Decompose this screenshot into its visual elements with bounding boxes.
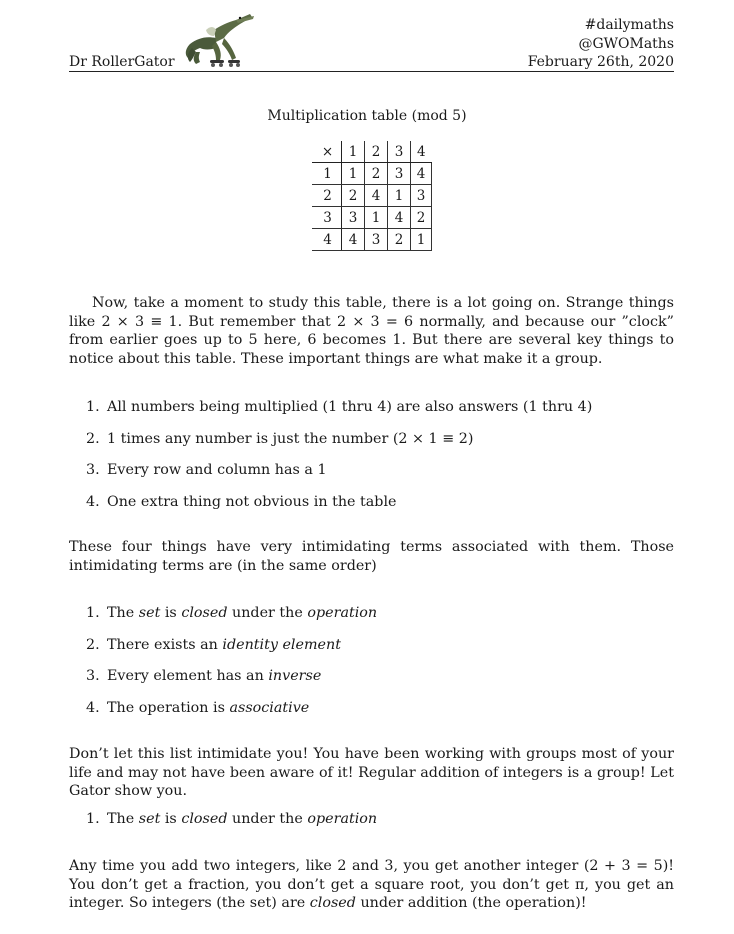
paragraph-reassure: Don’t let this list intimidate you! You have been working with groups most of your life and may not have been aware of it! Regular addition of integers is a group! Let Gator show you.: [69, 746, 674, 800]
text-span: Any time you add two integers, like 2 and 3, you get another integer: [69, 858, 579, 874]
list-item: 3. Every row and column has a 1: [86, 462, 327, 478]
list-item: 4. One extra thing not obvious in the table: [86, 493, 397, 510]
table-cell: 3: [365, 229, 388, 251]
table-cell: ×: [312, 141, 342, 163]
table-cell: 2: [365, 163, 388, 185]
table-cell: 3: [388, 141, 411, 163]
table-row: [312, 229, 432, 251]
table-cell: 2: [365, 141, 388, 163]
table-cell: 3: [388, 163, 411, 185]
list-item: 1. All numbers being multiplied (1 thru 4) are also answers (1 thru 4): [86, 399, 593, 415]
table-row: [312, 163, 432, 185]
table-cell: 2: [342, 185, 365, 207]
table-cell: 2: [388, 229, 411, 251]
table-cell: 4: [342, 229, 365, 251]
paragraph-terms: These four things have very intimidating terms associated with them. Those intimidating terms are (in the same order): [69, 539, 674, 574]
text-span: But remember that: [188, 313, 331, 330]
table-cell: 1: [312, 163, 342, 185]
table-cell: 1: [342, 163, 365, 185]
gator-logo-icon: [176, 8, 256, 70]
table-cell: 1: [342, 141, 365, 163]
hashtag: #dailymaths: [584, 17, 674, 33]
table-cell: 3: [312, 207, 342, 229]
math-inline: 2 × 3 ≡ 1.: [101, 313, 183, 330]
table-cell: 1: [365, 207, 388, 229]
author-name: Dr RollerGator: [69, 54, 175, 70]
table-cell: 4: [411, 163, 432, 185]
math-inline: 2 × 3 = 6: [337, 313, 414, 330]
list-item: 2. There exists an identity element: [86, 636, 341, 653]
paragraph-intro: [69, 294, 674, 368]
table-cell: 2: [411, 207, 432, 229]
text-italic: closed: [309, 895, 356, 912]
list-item: 4. The operation is associative: [86, 699, 310, 716]
table-caption: Multiplication table (mod 5): [267, 108, 467, 124]
header-meta: [528, 16, 674, 72]
paragraph-closure: [69, 857, 674, 913]
list-item: 3. Every element has an inverse: [86, 668, 322, 684]
table-cell: 4: [411, 141, 432, 163]
table-cell: 4: [388, 207, 411, 229]
text-span: You don’t get a fraction, you don’t get a square root, you don’t get π, you get an integer. So integers (the set) are: [69, 876, 674, 912]
list-item: 1. The set is closed under the operation: [86, 811, 378, 827]
table-row: [312, 207, 432, 229]
date: February 26th, 2020: [527, 54, 674, 70]
table-cell: 4: [312, 229, 342, 251]
header-rule: [69, 71, 674, 72]
table-cell: 1: [411, 229, 432, 251]
text-span: normally, and because our ”clock” from earlier goes up to 5 here, 6 becomes 1. But there are several key things to notice about this table. These important things are what make it a group.: [69, 313, 674, 367]
multiplication-table: [312, 141, 432, 251]
math-inline: (2 + 3 = 5)!: [583, 858, 675, 874]
table-cell: 3: [342, 207, 365, 229]
table-cell: 4: [365, 185, 388, 207]
list-item: 2. 1 times any number is just the number (2 × 1 ≡ 2): [86, 430, 474, 447]
table-header-row: [312, 141, 432, 163]
table-cell: 2: [312, 185, 342, 207]
text-span: Now, take a moment to study this table, there is a lot going on. Strange things like: [69, 295, 674, 330]
table-cell: 1: [388, 185, 411, 207]
text-span: under addition (the operation)!: [360, 895, 587, 912]
list-item: 1. The set is closed under the operation: [86, 605, 378, 621]
table-cell: 3: [411, 185, 432, 207]
twitter-handle: @GWOMaths: [578, 35, 674, 52]
table-row: [312, 185, 432, 207]
